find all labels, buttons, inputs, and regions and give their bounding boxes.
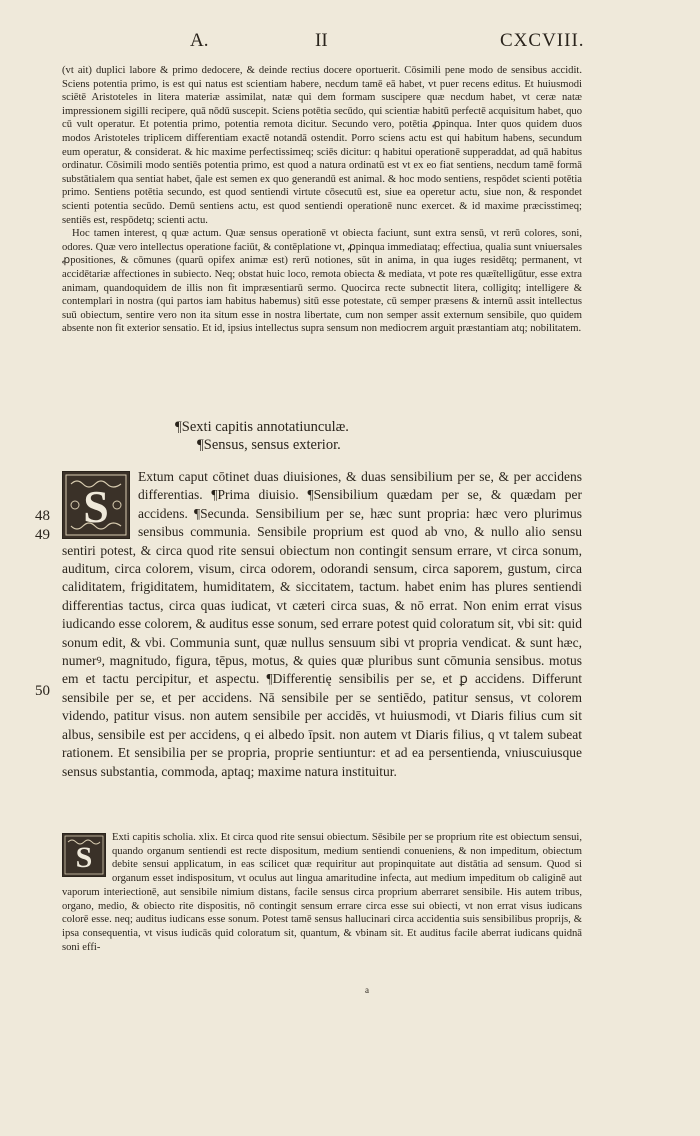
commentary-top (62, 64, 582, 336)
initial-letter: S (83, 481, 109, 532)
scholia-initial-letter: S (75, 841, 93, 874)
commentary-paragraph: (vt ait) duplici labore & primo dedocere, & deinde rectius docere oportuerit. Cōsimili pene modo de sensibus accidit. Sciens potentia primo, is est qui natus est scientiam habere, necdum tamē eā habet, vt puer recens editus. Et huiusmodi sciētē Aristoteles in litera materiæ assimilat, natæ qui dem formam suscipere quæ necdum habet, vt ceræ natæ impressionem sigilli recipere, quā nōdū suscepit. Sciens potētia secūdo, qui scientiæ habitū perfectē acquisitum habet, quo cū vult operatur. Et potentia primo, potentia remota dicitur. Secundo vero, potētia ꝓpinqua. Inter quos quidem duos modos Aristoteles triplicem differentiam exactē notandā ostendit. Porro sciens actu est qui habitum habens, secundum eum operatur, & considerat. & hic maxime perfectissimeq; sciēs dicitur: q habitui operationē supperaddat, ad quā habitus ordinatur. Cōsimili modo sentiēs potentia primo, est quod a natura ordinatū est vt ex eo fiat sentiens, necdum tamē formā substātialem qua sentiat habet, q̄ale est semen ex quo generandū est animal. & hoc modo sentiens, respōdet scienti potētia primo. Sentiens potētia secundo, est quod sentiendi virtute cōsecutū est, siue ea operetur actu, siue non, & respondet scienti potentia secūdo. Demū sentiens actu, est quod sentiendi operationē nunc exercet. & id maxime præcisstimeq; sentiēs est, respōdetq; scienti actu. (62, 65, 582, 226)
annotation-line-2: ¶Sensus, sensus exterior. (197, 437, 341, 453)
signature-mark: A. (190, 30, 209, 51)
pilcrow-icon: ¶ (175, 419, 182, 435)
margin-number: 50 (35, 683, 50, 699)
commentary-paragraph: Hoc tamen interest, q quæ actum. Quæ sensus operationē vt obiecta faciunt, sunt extra sensū, vt rerū colores, soni, odores. Quæ vero intellectus operatione faciūt, & contēplatione vt, ꝓpinqua immediataq; effectiua, qualia sunt vniuersales ꝓpositiones, & cōmunes (quarū opifex animæ est) rerū notiones, sūt in anima, in qua iuges residētq; permanent, vt accidētariæ affectiones in subiecto. Neq; obstat huic loco, remota obiecta & mediata, vt pote res quæītelligūtur, esse extra animam, quandoquidem de illis non fit impræsentiarū sermo. Quocirca recte subnectit litera, colligitq; intelligere & contemplari in nostra (qui partos iam habitus habemus) sitū esse potestate, cū semper præsens & internū assit intellectus suū obiectum, sentire vero non ita situm esse in nostra libertate, cum non semper assit externum sensibile, quo quidem absente non fit exterior sensatio. Et id, ipsius intellectus supra sensum non mediocrem arguit præstantiam atq; nobilitatem. (62, 228, 582, 335)
annotation-line-1: ¶Sexti capitis annotatiunculæ. (175, 419, 349, 435)
catchword: a (365, 985, 369, 995)
main-body: Extum caput cōtinet duas diuisiones, & duas sensibilium per se, & per accidens differentias. ¶Prima diuisio. ¶Sensibilium quædam per se, & quædam per accidens. ¶Secunda. Sensibilium per se, hæc sunt propria: hæc vero plurimus sensibus communia. Sensibile proprium est quod ab vno, & nullo alio sensu sentiri potest, & circa quod rite sensui obiectum non contingit sensum errare, vt circa sonum, auditum, circa colorem, visum, circa odorem, odorandi sensum, circa saporem, gustum, circa caliditatem, frigiditatem, humiditatem, & siccitatem, tactum. habet enim has plures sentiendi differentias tactus, circa quas iudicat, vt cæteri circa suas, & nō errat. Non enim errat visus iudicando esse colorem, & auditus esse sonum, sed errare potest quid coloratum sit, vbi sit: quid sonum edit, & vbi. Communia sunt, quæ nullus sensuum sibi vt propria vendicat. & sunt hæc, numerꝰ, magnitudo, figura, tēpus, motus, & quies quæ pluribus sunt cōmunia sensibus. motus em et tactu percipitur, et aspectu. ¶Differentię sensibilis per se, et ꝑ accidens. Differunt sensibile per se, et per accidens. Nā sensibile per se sentiēdo, patitur sensus, vt colorem videndo, patitur visus. non autem sensibile per accidēs, vt huiusmodi, vt Diaris filius cum sit albus, sensibile est per accidens, q ei albedo īpsit. non autem vt Diaris filius, q vt talem subeat rationem. Et sensibilia per se propria, proprie sentiuntur: et ad ea persentienda, vniuscuiusque sensus substantia, commoda, aptaq; maxime natura instituitur. (62, 469, 582, 779)
decorated-initial-icon (62, 471, 130, 539)
folio-number: CXCVIII. (500, 30, 585, 51)
running-header (60, 30, 585, 54)
scholia-text (62, 831, 582, 954)
margin-number: 48 (35, 508, 50, 524)
pilcrow-icon: ¶ (197, 437, 204, 453)
margin-number: 49 (35, 527, 50, 543)
annotation-heading (175, 418, 475, 454)
scholia-initial-icon (62, 833, 106, 877)
scholia-body: Exti capitis scholia. xlix. Et circa quod rite sensui obiectum. Sēsibile per se proprium rite est obiectum sensui, quando organum sentiendi est recte dispositum, medium sentiendi conueniens, & non impeditum, obiectum debite sensui applicatum, in eas scilicet quæ requiritur aut propinquitate aut distātia ad sensum. Quod si organum esset indispositum, vt oculus aut lingua amaritudine infecta, aut medium impeditum ob caliginē aut vaporum interiectionē, aut sensibile nimium distans, facile sensus circa proprium aberraret sensibile. His autem tribus, organo, medio, & obiecto rite dispositis, nō contingit sensum errare circa esse sui obiecti, vt non errat visus iudicans colorē esse. neq; auditus iudicans esse sonum. Potest tamē sensus hallucinari circa accidentia suis sensibilibus proprijs, & ipsa consequentia, vt visus iudicās quid coloratum sit, quantum, & vbinam sit. Et auditus facile aberrat iudicans quidnā soni effi- (62, 832, 582, 953)
quire-mark: II (315, 30, 328, 51)
main-text (62, 468, 582, 781)
